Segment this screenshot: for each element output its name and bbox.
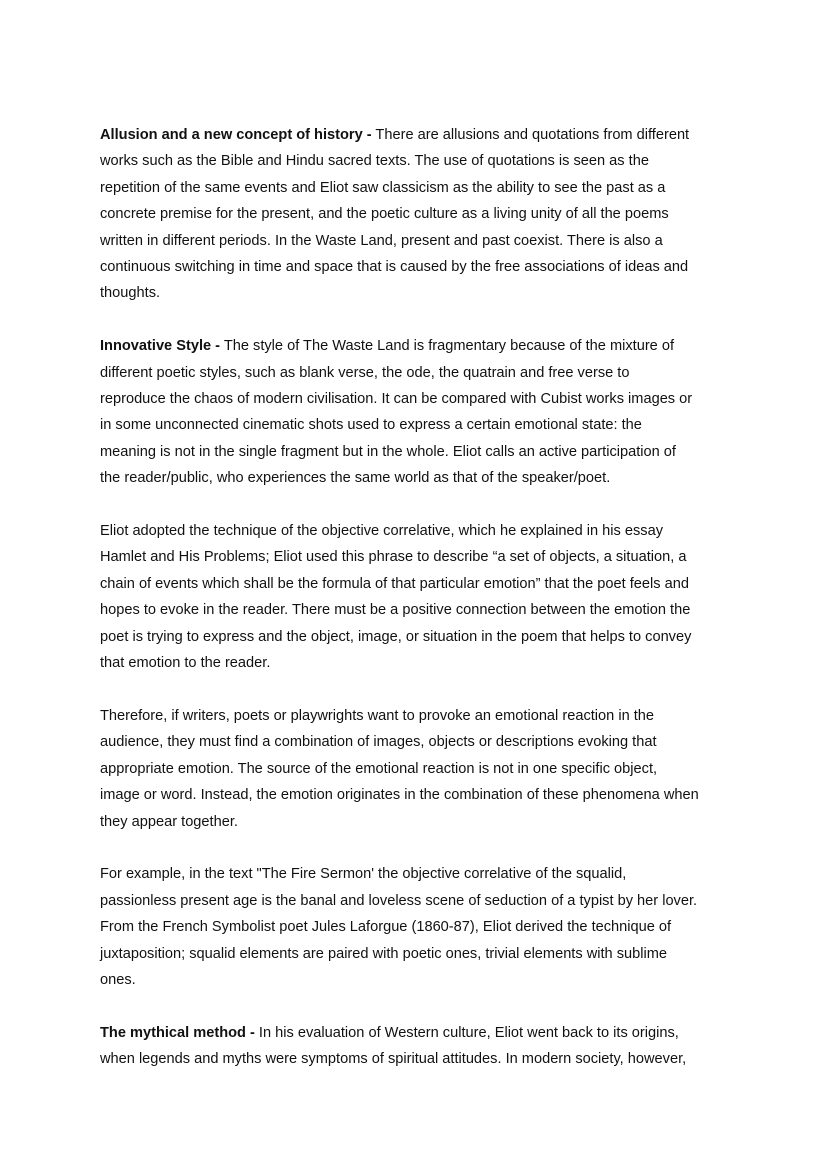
heading-mythical-method: The mythical method -: [100, 1024, 255, 1041]
paragraph-mythical-method: [100, 1020, 740, 1073]
paragraph-objective-correlative: [100, 518, 740, 676]
document-page: [100, 122, 740, 1099]
paragraph-allusion: [100, 122, 740, 307]
paragraph-fire-sermon: [100, 861, 740, 993]
paragraph-text: There are allusions and quotations from different works such as the Bible and Hindu sacred texts. The use of quotations is seen as the repetition of the same events and Eliot saw classicism as the ability to see the past as a concrete premise for the present, and the poetic culture as a living unity of all the poems written in different periods. In the Waste Land, present and past coexist. There is also a continuous switching in time and space that is caused by the free associations of ideas and thoughts.: [100, 127, 690, 302]
paragraph-text: Eliot adopted the technique of the objective correlative, which he explained in his essay Hamlet and His Problems; Eliot used this phrase to describe “a set of objects, a situation, a chain of events which shall be the formula of that particular emotion” that the poet feels and hopes to evoke in the reader. There must be a positive connection between the emotion the poet is trying to express and the object, image, or situation in the poem that helps to convey that emotion to the reader.: [100, 523, 692, 672]
paragraph-text: Therefore, if writers, poets or playwrights want to provoke an emotional reaction in the audience, they must find a combination of images, objects or descriptions evoking that appropriate emotion. The source of the emotional reaction is not in one specific object, image or word. Instead, the emotion originates in the combination of these phenomena when they appear together.: [100, 707, 699, 830]
heading-innovative-style: Innovative Style -: [100, 338, 221, 355]
paragraph-text: For example, in the text "The Fire Sermon' the objective correlative of the squalid, passionless present age is the banal and loveless scene of seduction of a typist by her lover. From the French Symbolist poet Jules Laforgue (1860-87), Eliot derived the technique of juxtaposition; squalid elements are paired with poetic ones, trivial elements with sublime ones.: [100, 866, 698, 988]
paragraph-text: The style of The Waste Land is fragmentary because of the mixture of different poetic styles, such as blank verse, the ode, the quatrain and free verse to reproduce the chaos of modern civilisation. It can be compared with Cubist works images or in some unconnected cinematic shots used to express a certain emotional state: the meaning is not in the single fragment but in the whole. Eliot calls an active participation of the reader/public, who experiences the same world as that of the speaker/poet.: [100, 338, 693, 487]
paragraph-innovative-style: [100, 333, 740, 491]
paragraph-emotional-reaction: [100, 703, 740, 835]
paragraph-text: In his evaluation of Western culture, Eliot went back to its origins, when legends and myths were symptoms of spiritual attitudes. In modern society, however,: [100, 1024, 687, 1068]
heading-allusion: Allusion and a new concept of history -: [100, 127, 372, 143]
